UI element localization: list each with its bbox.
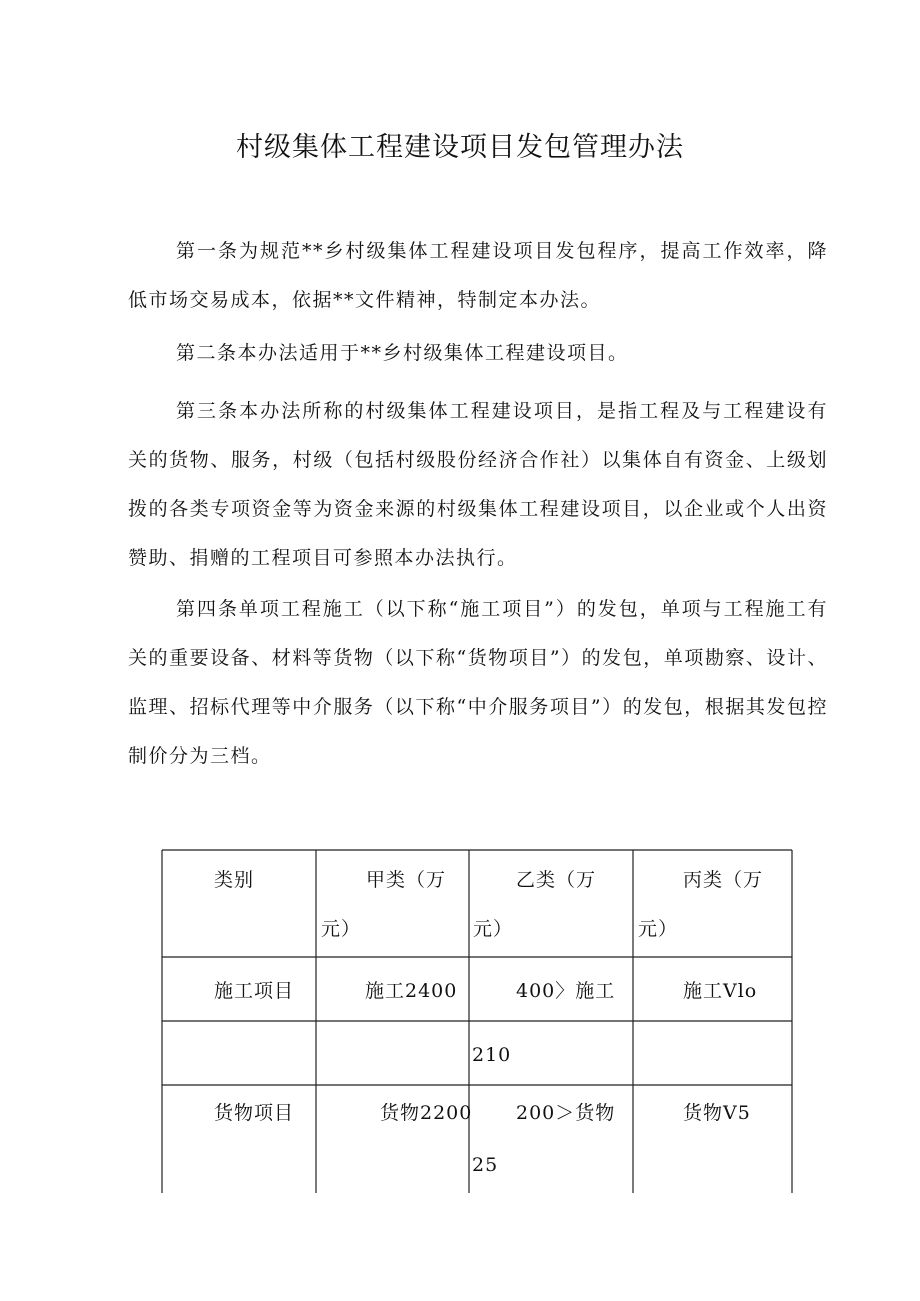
row-goods-class-b-line1: 200＞货物: [516, 1102, 616, 1124]
article-4: 第四条单项工程施工（以下称“施工项目”）的发包，单项与工程施工有关的重要设备、材料等货物（以下称“货物项目”）的发包，单项勘察、设计、监理、招标代理等中介服务（以下称“中介服务项目”）的发包，根据其发包控制价分为三档。: [128, 598, 828, 767]
article-2: 第二条本办法适用于**乡村级集体工程建设项目。: [176, 342, 629, 364]
row-goods-class-b-line2: 25: [472, 1154, 499, 1176]
row-goods-class-a: 货物2200: [380, 1102, 473, 1124]
article-1: 第一条为规范**乡村级集体工程建设项目发包程序，提高工作效率，降低市场交易成本，依据**文件精神，特制定本办法。: [128, 240, 828, 311]
header-class-a-line1: 甲类（万: [366, 869, 447, 891]
row-goods-class-c: 货物V5: [683, 1102, 751, 1124]
row-construction-class-b-line2: 210: [472, 1044, 512, 1066]
header-class-a-line2: 元）: [321, 918, 362, 940]
header-class-b-line1: 乙类（万: [516, 869, 597, 891]
article-3: 第三条本办法所称的村级集体工程建设项目，是指工程及与工程建设有关的货物、服务，村级（包括村级股份经济合作社）以集体自有资金、上级划拨的各类专项资金等为资金来源的村级集体工程建设项目，以企业或个人出资赞助、捐赠的工程项目可参照本办法执行。: [128, 400, 828, 569]
row-construction-class-b-line1: 400〉施工: [516, 980, 616, 1002]
row-construction-class-c: 施工Vlo: [683, 980, 758, 1002]
row-construction-class-a: 施工2400: [365, 980, 458, 1002]
header-class-c-line1: 丙类（万: [683, 869, 764, 891]
row-construction-label: 施工项目: [214, 980, 295, 1002]
header-class-b-line2: 元）: [473, 918, 514, 940]
header-category: 类别: [214, 869, 255, 891]
header-class-c-line2: 元）: [638, 918, 679, 940]
page-title: 村级集体工程建设项目发包管理办法: [236, 132, 684, 163]
row-goods-label: 货物项目: [214, 1102, 295, 1124]
